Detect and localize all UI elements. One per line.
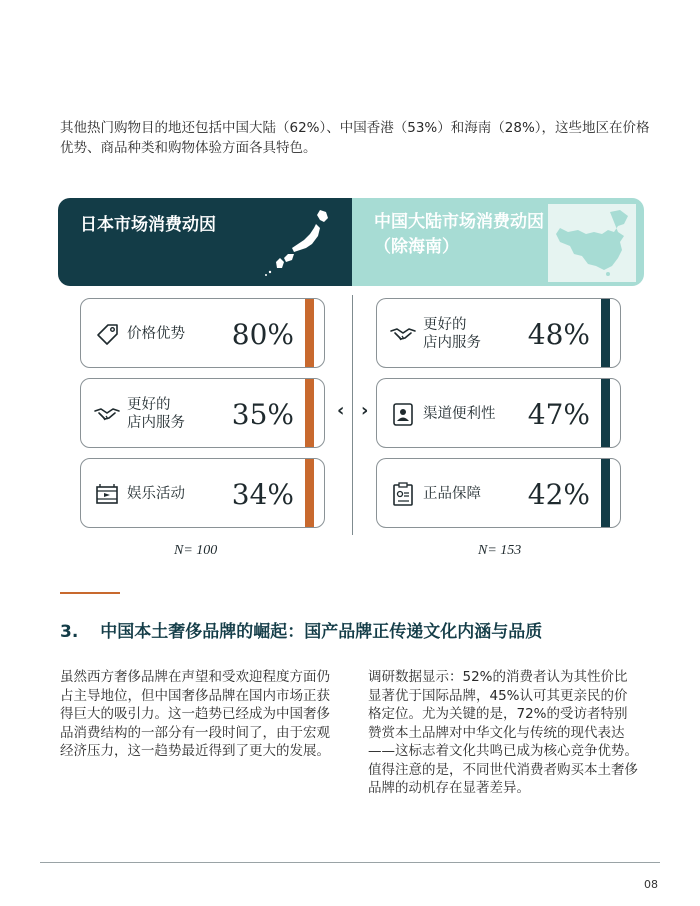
- handshake-icon: [93, 401, 121, 427]
- driver-percent: 35%: [231, 397, 294, 431]
- driver-label: 更好的 店内服务: [127, 397, 185, 431]
- body-right-paragraph: 调研数据显示：52%的消费者认为其性价比显著优于国际品牌，45%认可其更亲民的价格定位。尤为关键的是，72%的受访者特别赞赏本土品牌对中华文化与传统的现代表达——这标志着文化共鸣已成为核心竞争优势。值得注意的是，不同世代消费者购买本土奢侈品牌的动机存在显著差异。: [368, 669, 638, 796]
- accent-bar: [601, 459, 610, 527]
- body-left-paragraph: 虽然西方奢侈品牌在声望和受欢迎程度方面仍占主导地位，但中国奢侈品牌在国内市场正获得巨大的吸引力。这一趋势已经成为中国奢侈品消费结构的一部分有一段时间了，由于宏观经济压力，这一趋势最近得到了更大的发展。: [60, 669, 330, 759]
- china-map-icon: [548, 204, 636, 282]
- japan-driver-card: [80, 458, 325, 528]
- id-card-icon: [389, 401, 417, 427]
- accent-bar: [305, 459, 314, 527]
- section-accent-line: [60, 592, 120, 594]
- section-title: 中国本土奢侈品牌的崛起：国产品牌正传递文化内涵与品质: [100, 622, 543, 642]
- section-number: 3.: [60, 622, 79, 642]
- section-heading: [60, 617, 542, 642]
- driver-label: 正品保障: [423, 486, 481, 502]
- japan-banner-title: 日本市场消费动因: [80, 215, 216, 235]
- page-number: 08: [644, 878, 658, 891]
- chevron-right-icon[interactable]: ›: [361, 400, 369, 421]
- china-driver-card: [376, 378, 621, 448]
- price-tag-icon: [93, 321, 121, 347]
- accent-bar: [305, 299, 314, 367]
- column-divider: [352, 295, 353, 535]
- driver-percent: 80%: [231, 317, 294, 351]
- intro-paragraph: 其他热门购物目的地还包括中国大陆（62%）、中国香港（53%）和海南（28%），这些地区在价格优势、商品种类和购物体验方面各具特色。: [60, 120, 650, 156]
- japan-sample-size: N= 100: [174, 543, 218, 558]
- china-sample-size: N= 153: [478, 543, 522, 558]
- driver-percent: 47%: [527, 397, 590, 431]
- japan-driver-card: [80, 378, 325, 448]
- driver-label: 价格优势: [127, 326, 185, 342]
- driver-percent: 48%: [527, 317, 590, 351]
- driver-label: 娱乐活动: [127, 486, 185, 502]
- japan-banner: [58, 198, 358, 286]
- china-driver-card: [376, 458, 621, 528]
- accent-bar: [601, 299, 610, 367]
- chevron-left-icon[interactable]: ‹: [337, 400, 345, 421]
- accent-bar: [601, 379, 610, 447]
- china-banner: [352, 198, 644, 286]
- accent-bar: [305, 379, 314, 447]
- footer-divider: [40, 862, 660, 863]
- entertainment-icon: [93, 481, 121, 507]
- japan-map-icon: [262, 206, 342, 278]
- certificate-icon: [389, 481, 417, 507]
- china-banner-title: 中国大陆市场消费动因（除海南）: [374, 212, 544, 257]
- handshake-icon: [389, 321, 417, 347]
- driver-percent: 34%: [231, 477, 294, 511]
- driver-percent: 42%: [527, 477, 590, 511]
- driver-label: 渠道便利性: [423, 406, 496, 422]
- china-driver-card: [376, 298, 621, 368]
- japan-driver-card: [80, 298, 325, 368]
- driver-label: 更好的 店内服务: [423, 317, 481, 351]
